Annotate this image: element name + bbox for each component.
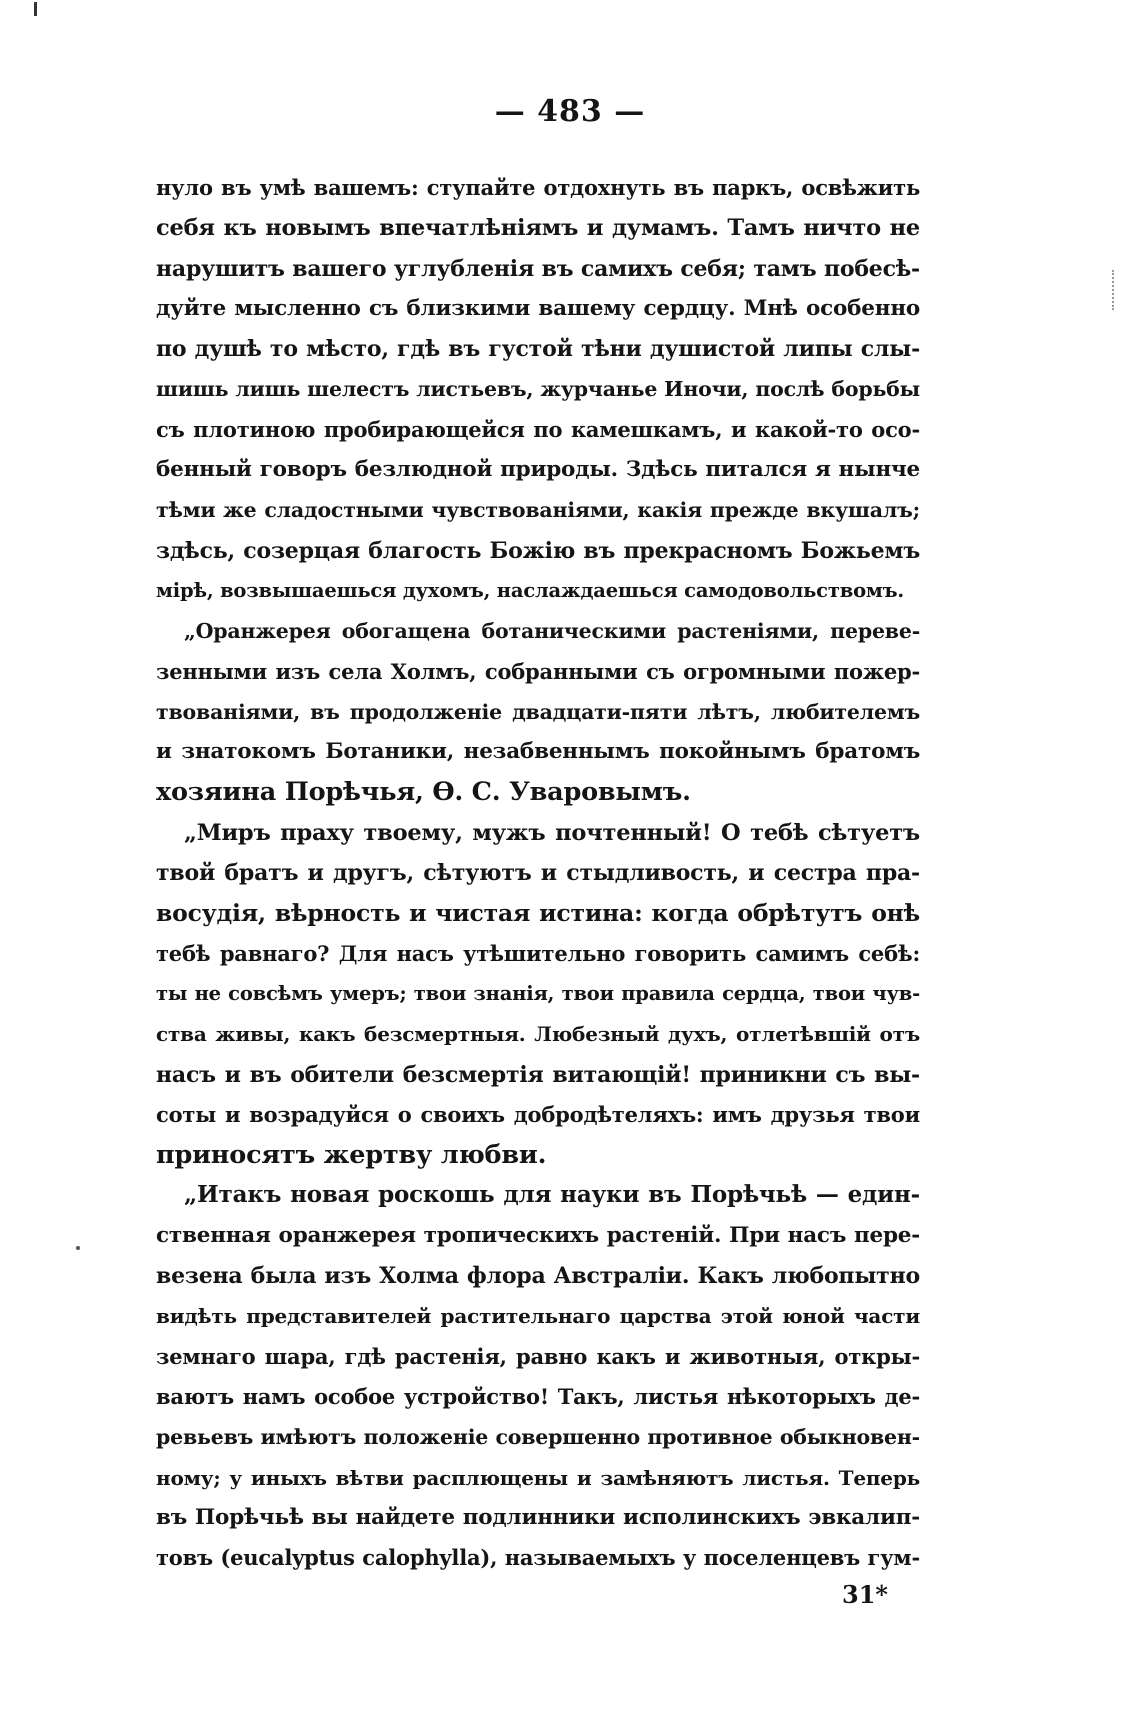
text-line: насъ и въ обители безсмертія витающій! приникни съ вы- xyxy=(156,1061,920,1088)
text-line: въ Порѣчьѣ вы найдете подлинники исполинскихъ эвкалип- xyxy=(156,1504,920,1530)
text-line: мірѣ, возвышаешься духомъ, наслаждаешься самодовольствомъ. xyxy=(156,578,904,602)
text-line: съ плотиною пробирающейся по камешкамъ, и какой-то осо- xyxy=(156,416,920,442)
text-line: ваютъ намъ особое устройство! Такъ, листья нѣкоторыхъ де- xyxy=(156,1383,920,1409)
text-line: хозяина Порѣчья, Ѳ. С. Уваровымъ. xyxy=(156,777,691,808)
text-line: ревьевъ имѣютъ положеніе совершенно противное обыкновен- xyxy=(156,1425,920,1450)
text-line: ному; у иныхъ вѣтви расплющены и замѣняютъ листья. Теперь xyxy=(156,1465,920,1490)
text-line: приносятъ жертву любви. xyxy=(156,1140,547,1171)
margin-dots xyxy=(1112,270,1116,310)
text-line: зенными изъ села Холмъ, собранными съ огромными пожер- xyxy=(156,658,920,684)
text-line: ства живы, какъ безсмертныя. Любезный духъ, отлетѣвшій отъ xyxy=(156,1022,920,1047)
text-line: бенный говоръ безлюдной природы. Здѣсь питался я нынче xyxy=(156,457,920,483)
text-line: соты и возрадуйся о своихъ добродѣтеляхъ: имъ друзья твои xyxy=(156,1101,920,1127)
text-line: видѣть представителей растительнаго царства этой юной части xyxy=(156,1304,920,1329)
text-line: шишь лишь шелестъ листьевъ, журчанье Иночи, послѣ борьбы xyxy=(156,377,920,402)
text-line: земнаго шара, гдѣ растенія, равно какъ и животныя, откры- xyxy=(156,1343,920,1369)
text-line: восудія, вѣрность и чистая истина: когда обрѣтутъ онѣ xyxy=(156,899,920,928)
text-line: ственная оранжерея тропическихъ растеній. При насъ пере- xyxy=(156,1222,920,1248)
text-line: товъ (eucalyptus calophylla), называемыхъ у поселенцевъ гум- xyxy=(156,1545,920,1571)
stray-dot xyxy=(76,1246,80,1250)
text-line: дуйте мысленно съ близкими вашему сердцу. Мнѣ особенно xyxy=(156,295,920,321)
body-text xyxy=(156,168,920,1578)
text-line: твованіями, въ продолженіе двадцати-пяти лѣтъ, любителемъ xyxy=(156,699,920,724)
text-line: нарушитъ вашего углубленія въ самихъ себя; тамъ побесѣ- xyxy=(156,255,920,282)
text-line: везена была изъ Холма флора Австраліи. Какъ любопытно xyxy=(156,1263,920,1290)
text-line: и знатокомъ Ботаники, незабвеннымъ покойнымъ братомъ xyxy=(156,739,920,765)
page-number: — 483 — xyxy=(494,94,646,129)
text-line: нуло въ умѣ вашемъ: ступайте отдохнуть въ паркъ, освѣжить xyxy=(156,175,920,200)
text-line: ты не совсѣмъ умеръ; твои знанія, твои правила сердца, твои чув- xyxy=(156,981,920,1005)
text-line: „Итакъ новая роскошь для науки въ Порѣчьѣ — един- xyxy=(184,1181,920,1209)
text-line: твой братъ и другъ, сѣтуютъ и стыдливость, и сестра пра- xyxy=(156,860,920,887)
text-line: тебѣ равнаго? Для насъ утѣшительно говорить самимъ себѣ: xyxy=(156,940,920,966)
text-line: „Оранжерея обогащена ботаническими растеніями, переве- xyxy=(184,619,920,644)
text-line: по душѣ то мѣсто, гдѣ въ густой тѣни душистой липы слы- xyxy=(156,336,920,363)
scan-mark xyxy=(34,2,37,16)
text-line: здѣсь, созерцая благость Божію въ прекрасномъ Божьемъ xyxy=(156,537,920,564)
text-line: „Миръ праху твоему, мужъ почтенный! О тебѣ сѣтуетъ xyxy=(184,819,920,846)
signature-mark: 31* xyxy=(842,1580,888,1609)
text-line: тѣми же сладостными чувствованіями, какія прежде вкушалъ; xyxy=(156,498,920,523)
text-line: себя къ новымъ впечатлѣніямъ и думамъ. Тамъ ничто не xyxy=(156,215,920,242)
